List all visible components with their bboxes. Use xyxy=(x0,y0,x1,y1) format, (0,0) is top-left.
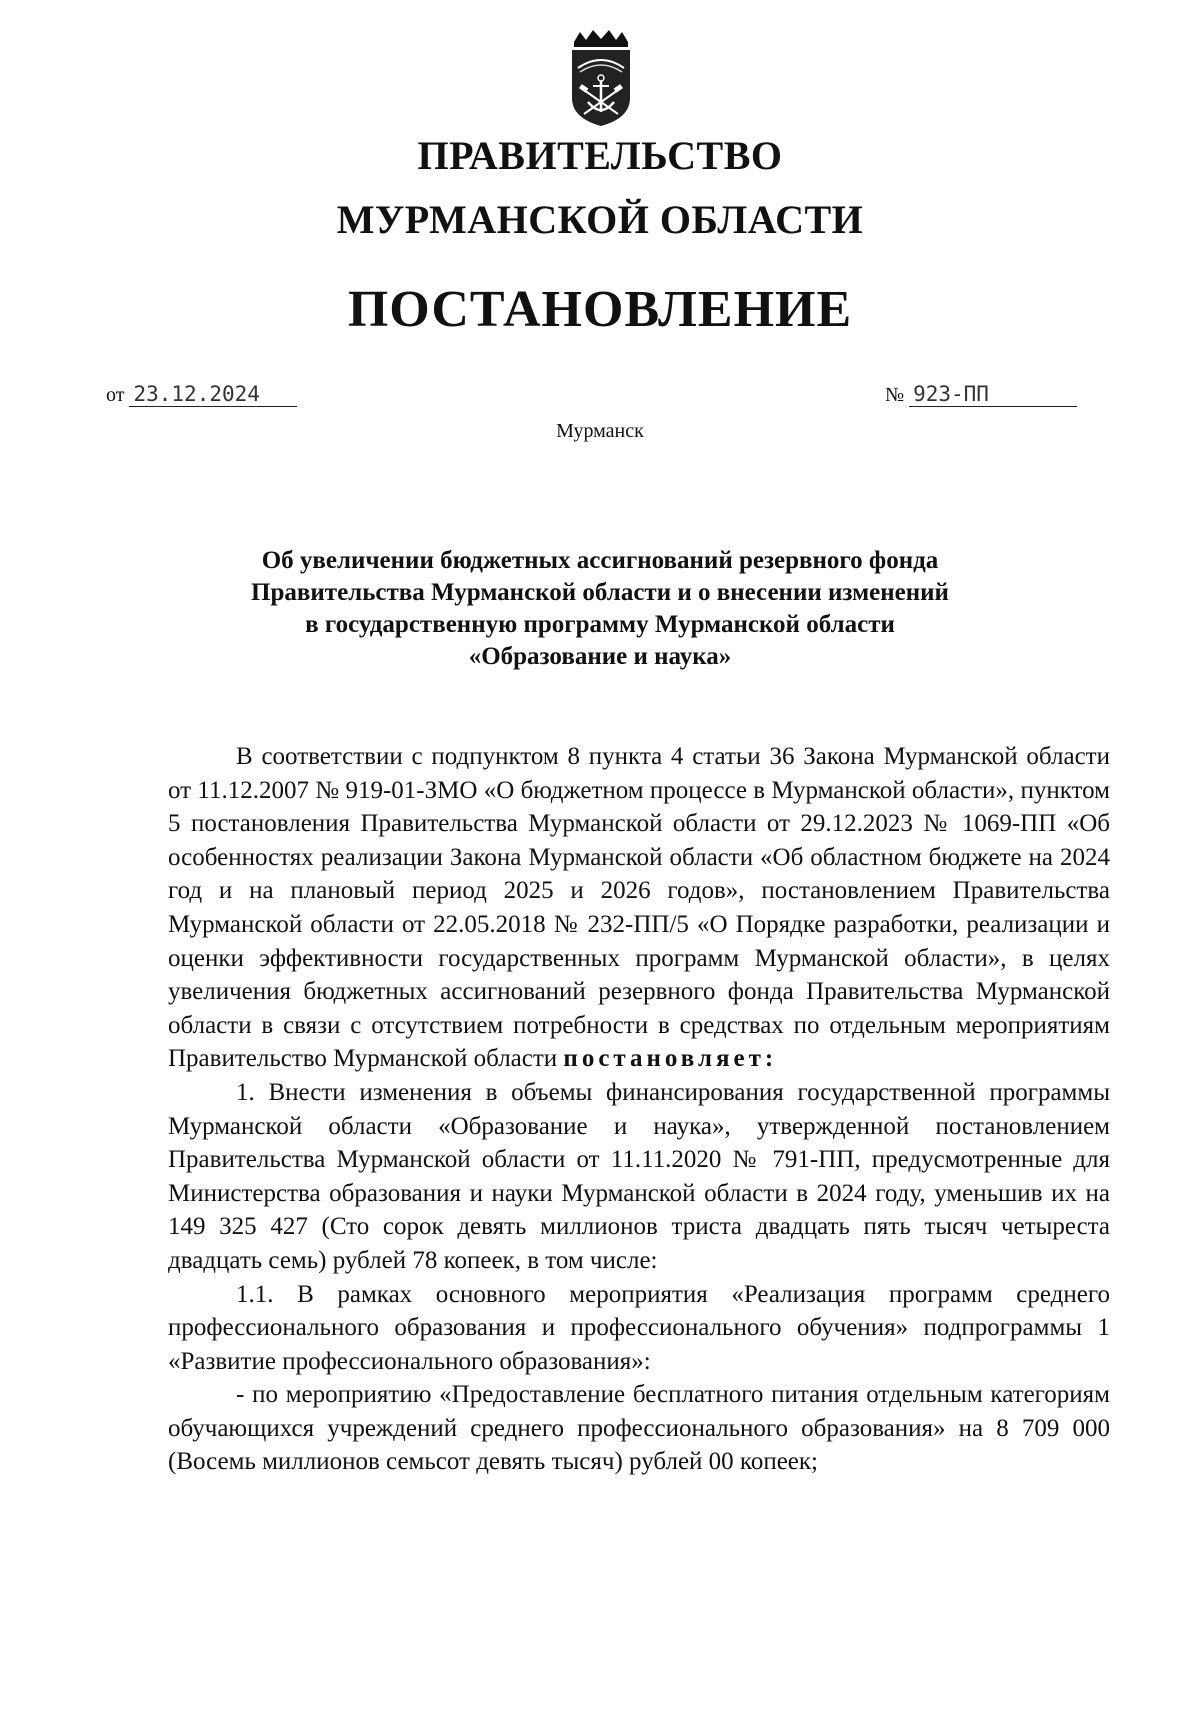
preamble-text: В соответствии с подпунктом 8 пункта 4 статьи 36 Закона Мурманской области от 11.12.2007 № 919-01-ЗМО «О бюджетном процессе в Мурманской области», пунктом 5 постановления Правительства Мурманской области от 29.12.2023 № 1069-ПП «Об особенностях реализации Закона Мурманской области «Об областном бюджете на 2024 год и на плановый период 2025 и 2026 годов», постановлением Правительства Мурманской области от 22.05.2018 № 232-ПП/5 «О Порядке разработки, реализации и оценки эффективности государственных программ Мурманской области», в целях увеличения бюджетных ассигнований резервного фонда Правительства Мурманской области в связи с отсутствием потребности в средствах по отдельным мероприятиям Правительство Мурманской области xyxy=(168,743,1110,1073)
subject-heading xyxy=(160,545,1040,673)
government-title-line2: МУРМАНСКОЙ ОБЛАСТИ xyxy=(336,197,864,242)
subject-line: Об увеличении бюджетных ассигнований резервного фонда xyxy=(261,547,939,574)
preamble-paragraph xyxy=(168,740,1110,1076)
date-prefix: от xyxy=(106,384,125,406)
item-1-1-a: - по мероприятию «Предоставление бесплатного питания отдельным категориям обучающихся учреждений среднего профессионального образования» на 8 709 000 (Восемь миллионов семьсот девять тысяч) рублей 00 копеек; xyxy=(168,1381,1110,1476)
date-value: 23.12.2024 xyxy=(129,384,297,407)
resolves-word: постановляет: xyxy=(563,1045,778,1073)
number-value: 923-ПП xyxy=(909,384,1077,407)
city: Мурманск xyxy=(556,420,644,442)
government-title-line1: ПРАВИТЕЛЬСТВО xyxy=(417,133,783,178)
date-field xyxy=(106,384,297,407)
document-body xyxy=(168,740,1110,1479)
subject-line: в государственную программу Мурманской области xyxy=(305,611,895,638)
number-prefix: № xyxy=(885,384,905,406)
subject-line: Правительства Мурманской области и о внесении изменений xyxy=(251,579,949,606)
subject-line: «Образование и наука» xyxy=(468,643,732,670)
item-1: 1. Внести изменения в объемы финансирования государственной программы Мурманской области «Образование и наука», утвержденной постановлением Правительства Мурманской области от 11.11.2020 № 791-ПП, предусмотренные для Министерства образования и науки Мурманской области в 2024 году, уменьшив их на 149 325 427 (Сто сорок девять миллионов триста двадцать пять тысяч четыреста двадцать семь) рублей 78 копеек, в том числе: xyxy=(168,1078,1110,1274)
item-1-1: 1.1. В рамках основного мероприятия «Реализация программ среднего профессионального образования и профессионального обучения» подпрограммы 1 «Развитие профессионального образования»: xyxy=(168,1280,1110,1375)
document-type: ПОСТАНОВЛЕНИЕ xyxy=(347,281,853,338)
number-field xyxy=(885,384,1077,407)
coat-of-arms-icon xyxy=(560,28,642,128)
